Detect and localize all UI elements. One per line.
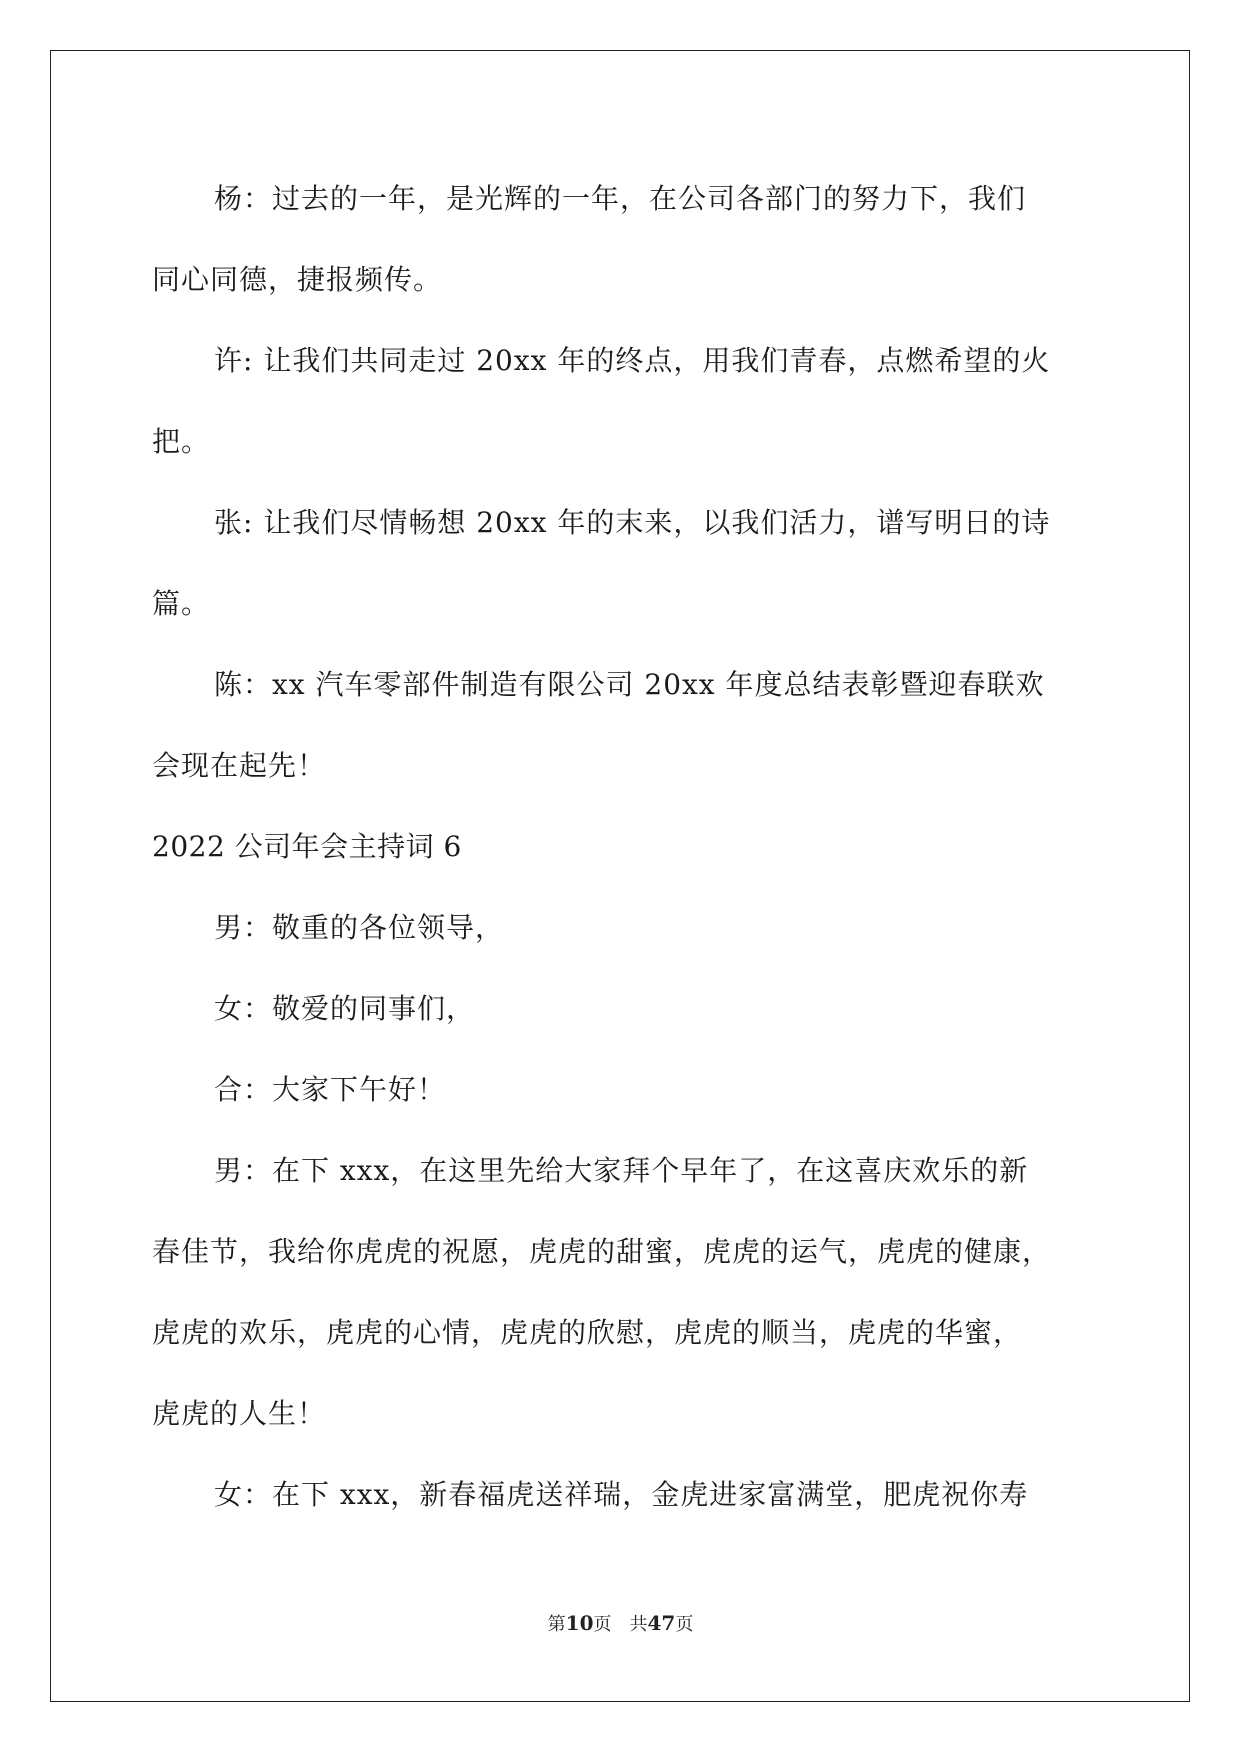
text-line: 男：敬重的各位领导， [214,911,505,944]
footer-suffix: 页 [675,1614,694,1635]
footer-mid: 页 共 [593,1614,648,1635]
text-line: 把。 [152,425,211,458]
text-line: 男：在下 xxx，在这里先给大家拜个早年了，在这喜庆欢乐的新 [214,1154,1029,1187]
text-line: 虎虎的人生！ [152,1397,327,1430]
text-line: 女：敬爱的同事们， [214,992,476,1025]
total-page-number: 47 [647,1611,676,1635]
text-line: 春佳节，我给你虎虎的祝愿，虎虎的甜蜜，虎虎的运气，虎虎的健康， [152,1235,1052,1268]
page-footer [0,1610,1241,1636]
text-line: 虎虎的欢乐，虎虎的心情，虎虎的欣慰，虎虎的顺当，虎虎的华蜜， [152,1316,1023,1349]
text-line: 篇。 [152,587,211,620]
text-line: 许: 让我们共同走过 20xx 年的终点，用我们青春，点燃希望的火 [214,344,1051,377]
section-heading: 2022 公司年会主持词 6 [152,830,462,863]
text-line: 杨：过去的一年，是光辉的一年，在公司各部门的努力下，我们 [214,182,1027,215]
current-page-number: 10 [565,1611,594,1635]
text-line: 女：在下 xxx，新春福虎送祥瑞，金虎进家富满堂，肥虎祝你寿 [214,1478,1029,1511]
text-line: 合：大家下午好！ [214,1073,447,1106]
text-line: 同心同德，捷报频传。 [152,263,443,296]
text-line: 张: 让我们尽情畅想 20xx 年的末来，以我们活力，谱写明日的诗 [214,506,1051,539]
text-line: 陈：xx 汽车零部件制造有限公司 20xx 年度总结表彰暨迎春联欢 [214,668,1045,701]
text-line: 会现在起先！ [152,749,327,782]
footer-prefix: 第 [547,1614,566,1635]
document-body [152,158,1092,1535]
